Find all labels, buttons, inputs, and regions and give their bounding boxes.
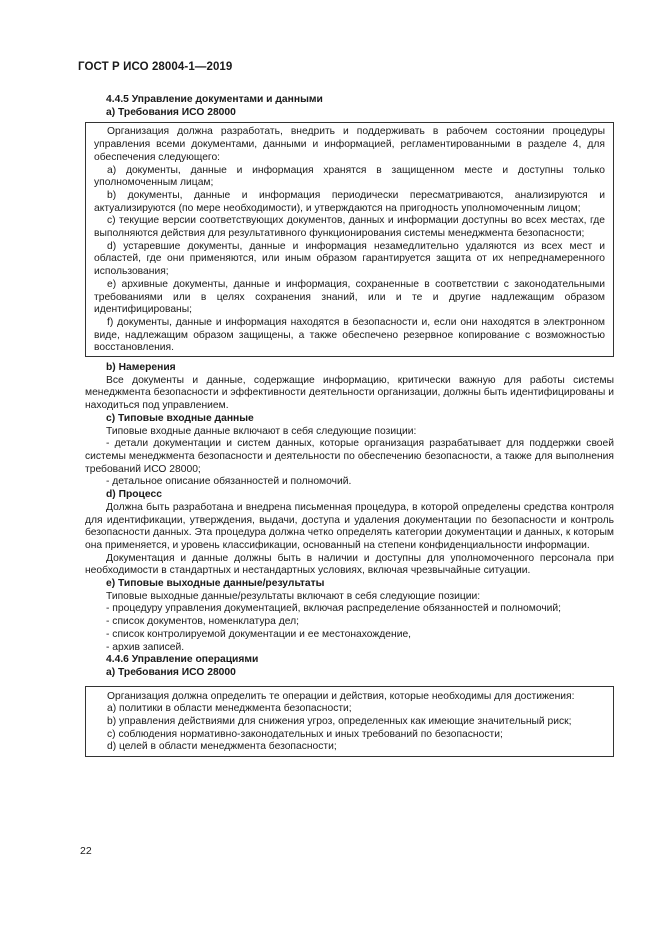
box-item-a: a) политики в области менеджмента безопасности; xyxy=(107,703,352,715)
box-item-e: e) архивные документы, данные и информация, сохраненные в соответствии с законодательными требованиями или в целях сохранения знаний, или и те и другие надлежащим образом идентифицированы; xyxy=(94,278,605,316)
process-text: Документация и данные должны быть в наличии и доступны для уполномоченного персонала при необходимости в стандартных и нестандартных условиях, включая чрезвычайные ситуации. xyxy=(85,552,614,577)
inputs-heading: c) Типовые входные данные xyxy=(106,412,254,424)
box-item-c: c) текущие версии соответствующих документов, данных и информации доступны во всех местах, где выполняются действия для результативного функционирования системы менеджмента безопасности; xyxy=(94,215,606,240)
outputs-item: - процедуру управления документацией, включая распределение обязанностей и полномочий; xyxy=(106,603,562,615)
intent-text: Все документы и данные, содержащие информацию, критически важную для работы системы менеджмента безопасности и эффективности деятельности организации, должны быть идентифицированы и находиться под управлением. xyxy=(85,374,614,412)
section-445-title: 4.4.5 Управление документами и данными xyxy=(106,94,323,105)
section-446-requirements-heading: а) Требования ИСО 28000 xyxy=(106,666,236,678)
inputs-intro: Типовые входные данные включают в себя следующие позиции: xyxy=(106,425,417,437)
iso-28000-requirements-box xyxy=(85,122,614,357)
outputs-intro: Типовые выходные данные/результаты включают в себя следующие позиции: xyxy=(106,590,481,602)
box-paragraph: Организация должна разработать, внедрить и поддерживать в рабочем состоянии процедуры управления всеми документами, данными и информацией, регламентированными в разделе 4, для обеспечения следующего: xyxy=(94,126,605,163)
box-item-b: b) управления действиями для снижения угроз, определенных как имеющие значительный риск; xyxy=(107,716,572,728)
process-heading: d) Процесс xyxy=(106,489,162,501)
section-445-requirements-heading: а) Требования ИСО 28000 xyxy=(106,106,236,118)
section-446-title: 4.4.6 Управление операциями xyxy=(106,654,259,666)
inputs-item: - детальное описание обязанностей и полномочий. xyxy=(106,476,352,488)
process-text: Должна быть разработана и внедрена письменная процедура, в которой определены средства контроля для идентификации, утверждения, выдачи, доступа и удаления документации по безопасности и контроль безопасности данных. Эта процедура должна четко определять категории документации и данных, к которым она применяется, и уровень классификации, основанный на степени конфиденциальности информации. xyxy=(85,501,614,551)
box-item-b: b) документы, данные и информация периодически пересматриваются, анализируются и актуализируются (по мере необходимости), и утверждаются на пригодность уполномоченным лицом; xyxy=(94,189,605,214)
outputs-heading: e) Типовые выходные данные/результаты xyxy=(106,578,325,590)
outputs-item: - архив записей. xyxy=(106,641,185,653)
box-item-a: a) документы, данные и информация хранятся в защищенном месте и доступны только уполномоченным лицам; xyxy=(94,164,605,189)
inputs-item: - детали документации и систем данных, которые организация разрабатывает для поддержки своей системы менеджмента безопасности и деятельности по обеспечению безопасности, а также для выполнения требований ИСО 28000; xyxy=(85,438,614,475)
box-item-d: d) целей в области менеджмента безопасности; xyxy=(107,741,337,753)
box-item-f: f) документы, данные и информация находятся в безопасности и, если они находятся в электронном виде, надлежащим образом защищены, а также обеспечено резервное копирование с возможностью восстановления. xyxy=(94,316,605,354)
box-paragraph: Организация должна определить те операции и действия, которые необходимы для достижения: xyxy=(107,690,575,702)
page-content xyxy=(85,94,614,762)
operations-requirements-box xyxy=(85,686,614,758)
box-item-c: c) соблюдения нормативно-законодательных и иных требований по безопасности; xyxy=(107,728,503,740)
outputs-item: - список документов, номенклатура дел; xyxy=(106,616,299,628)
box-item-d: d) устаревшие документы, данные и информация незамедлительно удаляются из всех мест и областей, где они применяются, или иным образом гарантируется защита от их непреднамеренного использования; xyxy=(94,240,605,278)
intent-heading: b) Намерения xyxy=(106,362,176,374)
document-header: ГОСТ Р ИСО 28004-1—2019 xyxy=(78,61,233,73)
outputs-item: - список контролируемой документации и ее местонахождение, xyxy=(106,628,412,640)
page-number: 22 xyxy=(80,845,92,857)
